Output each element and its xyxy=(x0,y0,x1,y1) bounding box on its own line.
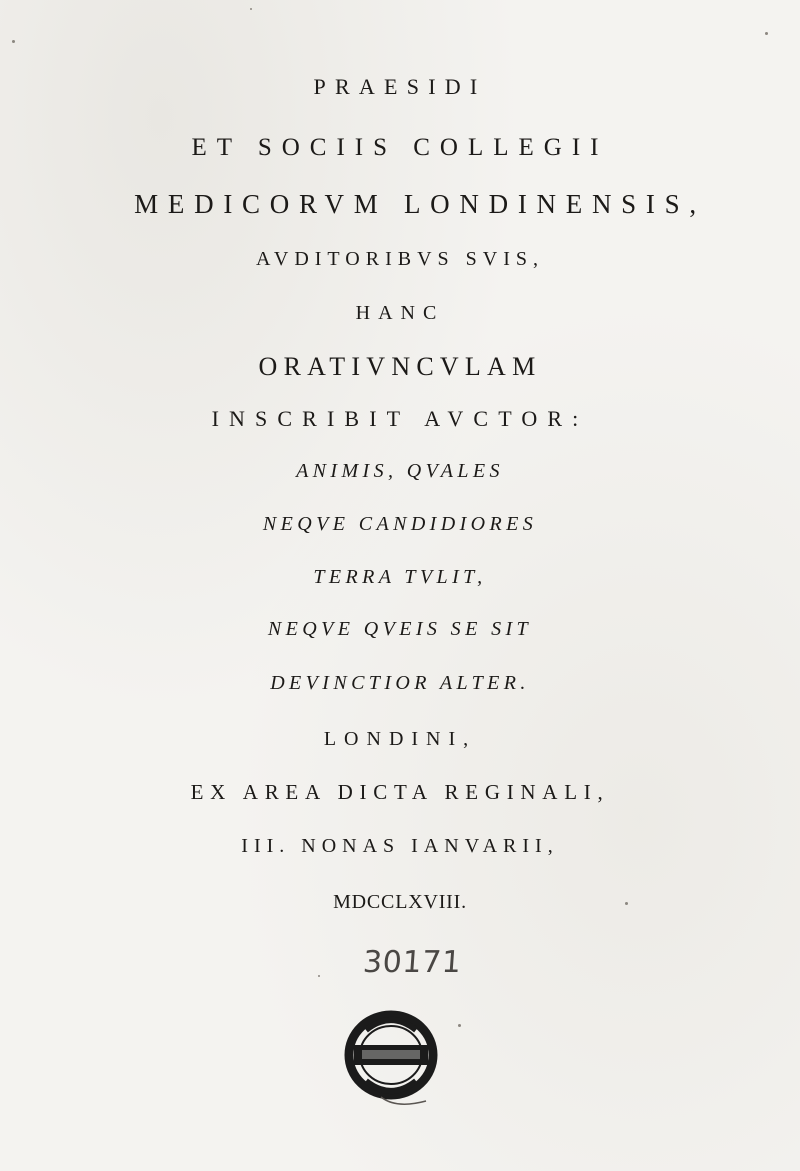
dedication-line-inscribit: INSCRIBIT AVCTOR: xyxy=(211,406,589,431)
verse-line-3: TERRA TVLIT, xyxy=(313,566,487,588)
dedication-line-praesidi: PRAESIDI xyxy=(313,74,487,99)
imprint-place: LONDINI, xyxy=(323,728,477,750)
handwritten-shelfmark: 30171 xyxy=(361,945,463,980)
speck xyxy=(250,8,252,10)
dedication-line-hanc: HANC xyxy=(355,302,445,324)
imprint-year: MDCCLXVIII. xyxy=(333,891,467,913)
speck xyxy=(625,902,628,905)
speck xyxy=(765,32,768,35)
verse-line-1: ANIMIS, QVALES xyxy=(296,460,504,482)
dedication-line-orativncvlam: ORATIVNCVLAM xyxy=(258,352,542,381)
dedication-line-et-sociis: ET SOCIIS COLLEGII xyxy=(191,134,609,161)
speck xyxy=(458,1024,461,1027)
library-stamp-icon xyxy=(326,1005,456,1105)
speck xyxy=(318,975,320,977)
verse-line-5: DEVINCTIOR ALTER. xyxy=(270,672,530,694)
imprint-printer: EX AREA DICTA REGINALI, xyxy=(190,780,610,804)
dedication-line-medicorvm: MEDICORVM LONDINENSIS, xyxy=(134,189,706,219)
verse-line-4: NEQVE QVEIS SE SIT xyxy=(267,618,533,640)
speck xyxy=(12,40,15,43)
dedication-line-auditoribus: AVDITORIBVS SVIS, xyxy=(256,248,544,270)
verse-line-2: NEQVE CANDIDIORES xyxy=(262,513,538,535)
imprint-date: III. NONAS IANVARII, xyxy=(241,835,559,857)
